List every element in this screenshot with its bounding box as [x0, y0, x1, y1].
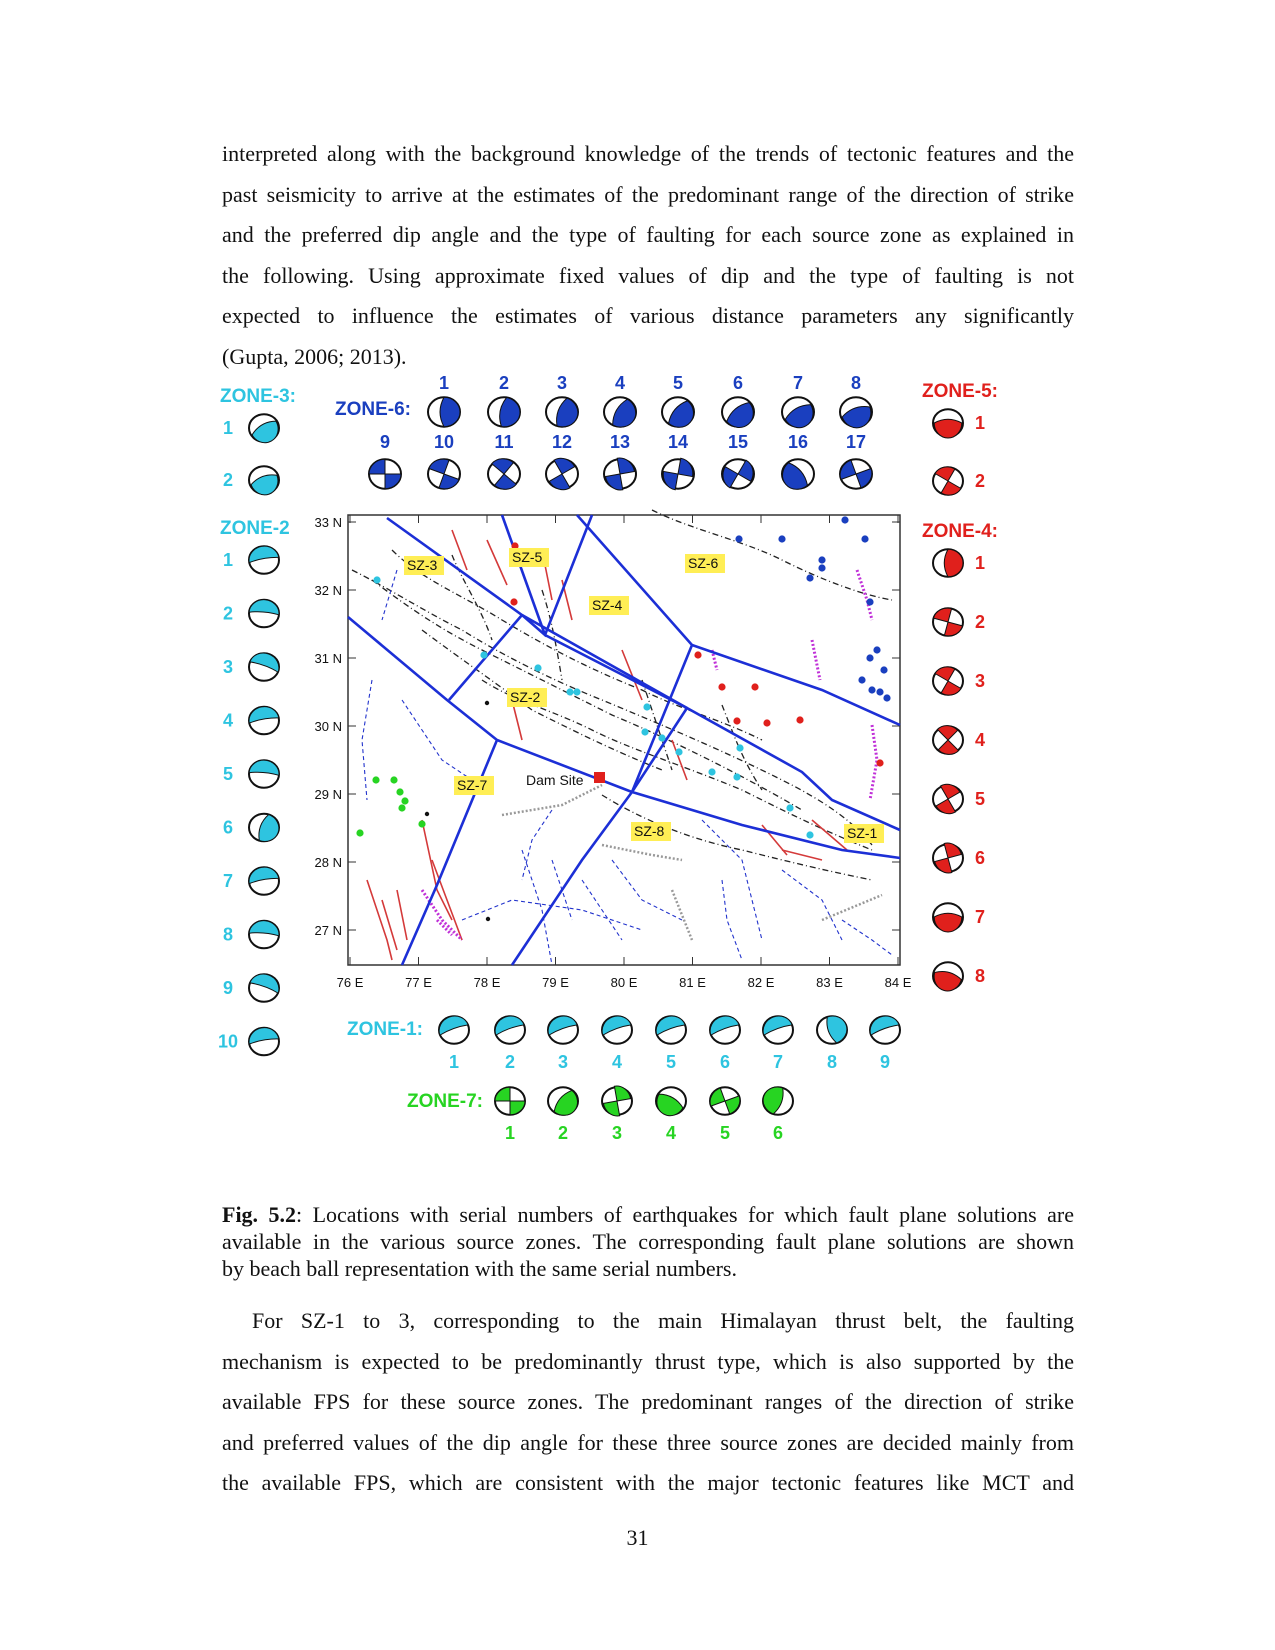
longitude-label: 83 E [816, 975, 843, 990]
earthquake-marker [866, 598, 873, 605]
paragraph-line: the available FPS, which are consistent with the major tectonic features like MCT and [222, 1470, 1074, 1495]
beach-ball-zone-6 [482, 452, 525, 495]
beach-ball-number: 4 [614, 373, 626, 393]
longitude-label: 84 E [884, 975, 912, 990]
earthquake-marker [778, 535, 785, 542]
beach-ball-zone-2 [249, 759, 280, 788]
earthquake-marker [858, 676, 865, 683]
longitude-label: 81 E [679, 975, 706, 990]
longitude-label: 76 E [336, 975, 364, 990]
earthquake-marker [675, 748, 682, 755]
beach-ball-number: 1 [974, 553, 986, 573]
paragraph-bottom [222, 1301, 1074, 1504]
beach-ball-zone-2 [249, 649, 283, 681]
beach-ball-zone-5 [928, 462, 968, 501]
caption-fig-label: Fig. 5.2 [222, 1202, 297, 1227]
beach-ball-number: 13 [609, 432, 631, 452]
beach-ball-number: 2 [222, 470, 234, 490]
beach-ball-zone-4 [929, 779, 968, 819]
dam-site-label: Dam Site [526, 772, 584, 788]
beach-ball-zone-7 [759, 1083, 793, 1115]
beach-ball-number: 7 [974, 907, 986, 927]
earthquake-marker [418, 820, 425, 827]
beach-ball-zone-1 [435, 1012, 469, 1044]
earthquake-marker [733, 717, 740, 724]
earthquake-marker [566, 688, 573, 695]
beach-ball-number: 5 [222, 764, 234, 784]
earthquake-marker [818, 564, 825, 571]
beach-ball-zone-7 [601, 1084, 633, 1118]
earthquake-marker [510, 598, 517, 605]
beach-ball-zone-1 [598, 1012, 632, 1044]
earthquake-marker [573, 688, 580, 695]
beach-ball-zone-2 [247, 1025, 279, 1055]
beach-ball-number: 4 [611, 1052, 623, 1072]
paragraph-line: and preferred values of the dip angle for these three source zones are decided mainly from [222, 1429, 1074, 1455]
longitude-label: 82 E [747, 975, 775, 990]
beach-ball-zone-6 [546, 397, 582, 432]
latitude-label: 32 N [314, 583, 342, 598]
beach-ball-zone-4 [928, 720, 969, 761]
beach-ball-zone-1 [817, 1012, 851, 1044]
beach-ball-number: 8 [974, 966, 986, 986]
beach-ball-number: 7 [222, 871, 234, 891]
beach-ball-number: 5 [665, 1052, 677, 1072]
beach-ball-number: 3 [557, 1052, 569, 1072]
source-zone-label: SZ-5 [512, 549, 543, 565]
beach-ball-zone-1 [706, 1012, 740, 1044]
earthquake-marker [806, 831, 813, 838]
beach-ball-number: 4 [665, 1123, 677, 1143]
earthquake-marker [718, 683, 725, 690]
paragraph-line: For SZ-1 to 3, corresponding to the main Himalayan thrust belt, the faulting [252, 1308, 1074, 1333]
beach-ball-number: 3 [974, 671, 986, 691]
beach-ball-number: 12 [551, 432, 573, 452]
beach-ball-number: 2 [974, 471, 986, 491]
beach-ball-number: 4 [974, 730, 986, 750]
beach-ball-number: 9 [222, 978, 234, 998]
earthquake-marker [751, 683, 758, 690]
latitude-label: 30 N [314, 719, 342, 734]
earthquake-marker [876, 688, 883, 695]
earthquake-marker [708, 768, 715, 775]
earthquake-marker [861, 535, 868, 542]
beach-ball-zone-6 [603, 456, 638, 493]
latitude-label: 33 N [314, 515, 342, 530]
beach-ball-number: 8 [222, 924, 234, 945]
earthquake-marker [425, 812, 429, 816]
beach-ball-number: 1 [222, 550, 234, 570]
beach-ball-zone-6 [488, 397, 522, 429]
earthquake-marker [401, 797, 408, 804]
beach-ball-zone-1 [491, 1012, 525, 1044]
caption-line: : Locations with serial numbers of earthquakes for which fault plane solutions are [296, 1202, 1074, 1227]
earthquake-marker [643, 703, 650, 710]
beach-ball-zone-6 [840, 397, 875, 432]
beach-ball-number: 16 [787, 432, 809, 452]
earthquake-marker [534, 664, 541, 671]
beach-ball-zone-1 [652, 1012, 686, 1044]
beach-ball-zone-6 [717, 453, 758, 495]
beach-ball-zone-4 [931, 962, 963, 994]
beach-ball-zone-6 [782, 397, 819, 433]
beach-ball-zone-6 [661, 456, 696, 493]
beach-ball-number: 1 [448, 1052, 460, 1072]
earthquake-marker [396, 788, 403, 795]
paragraph-line: the following. Using approximate fixed values of dip and the type of faulting is not [222, 262, 1074, 288]
beach-ball-number: 1 [222, 418, 234, 438]
paragraph-line: (Gupta, 2006; 2013). [222, 343, 407, 369]
earthquake-marker [641, 728, 648, 735]
beach-ball-number: 2 [498, 373, 510, 393]
earthquake-marker [880, 666, 887, 673]
latitude-label: 28 N [314, 855, 342, 870]
beach-ball-zone-6 [604, 397, 641, 432]
beach-ball-zone-4 [930, 605, 966, 639]
beach-ball-number: 7 [772, 1052, 784, 1072]
beach-ball-zone-2 [247, 865, 279, 895]
beach-ball-number: 11 [494, 432, 514, 452]
earthquake-marker [818, 556, 825, 563]
beach-ball-number: 3 [556, 373, 568, 393]
beach-ball-zone-6 [424, 455, 464, 494]
longitude-label: 78 E [473, 975, 501, 990]
source-zone-label: SZ-6 [688, 555, 719, 571]
beach-ball-number: 5 [672, 373, 684, 393]
earthquake-marker [841, 516, 848, 523]
earthquake-marker [733, 773, 740, 780]
beach-ball-number: 8 [826, 1052, 838, 1072]
beach-ball-zone-4 [928, 662, 968, 701]
beach-ball-number: 8 [850, 373, 862, 393]
paragraph-line: past seismicity to arrive at the estimates of the predominant range of the direction of strike [222, 181, 1074, 207]
earthquake-marker [873, 646, 880, 653]
caption-line: available in the various source zones. The corresponding fault plane solutions are shown [222, 1229, 1074, 1254]
beach-ball-number: 17 [845, 432, 867, 452]
beach-ball-zone-4 [933, 549, 963, 577]
beach-ball-number: 3 [611, 1123, 623, 1143]
earthquake-marker [485, 701, 489, 705]
zone-6-title: ZONE-6: [335, 399, 411, 420]
paragraph-line: and the preferred dip angle and the type of faulting for each source zone as explained in [222, 222, 1074, 247]
earthquake-marker [876, 759, 883, 766]
paragraph-top [222, 134, 1074, 377]
zone-3-title: ZONE-3: [220, 386, 296, 407]
earthquake-marker [806, 574, 813, 581]
beach-ball-number: 6 [974, 848, 986, 868]
earthquake-marker [883, 694, 890, 701]
beach-ball-zone-7 [706, 1083, 744, 1119]
beach-ball-number: 10 [433, 432, 455, 452]
beach-ball-number: 6 [719, 1052, 731, 1072]
beach-ball-zone-7 [652, 1087, 686, 1121]
zone-2-title: ZONE-2 [220, 518, 290, 539]
latitude-label: 31 N [314, 651, 342, 666]
beach-ball-zone-1 [759, 1012, 793, 1044]
earthquake-marker [694, 651, 701, 658]
beach-ball-number: 9 [879, 1052, 891, 1072]
earthquake-marker [398, 804, 405, 811]
earthquake-marker [658, 734, 665, 741]
beach-ball-number: 1 [504, 1123, 516, 1143]
beach-ball-number: 2 [504, 1052, 516, 1072]
beach-ball-number: 5 [719, 1123, 731, 1143]
beach-ball-number: 14 [667, 432, 689, 452]
figure-fault-plane-map [217, 373, 1074, 1210]
beach-ball-number: 2 [974, 612, 986, 632]
beach-ball-number: 1 [974, 413, 986, 433]
beach-ball-number: 6 [732, 373, 744, 393]
beach-ball-number: 15 [727, 432, 749, 452]
beach-ball-zone-3 [249, 414, 283, 448]
earthquake-marker [486, 917, 490, 921]
figure-caption [222, 1201, 1074, 1282]
earthquake-marker [796, 716, 803, 723]
earthquake-marker [480, 651, 487, 658]
beach-ball-zone-6 [662, 397, 700, 433]
beach-ball-number: 5 [974, 789, 986, 809]
caption-line: by beach ball representation with the same serial numbers. [222, 1256, 737, 1281]
beach-ball-number: 1 [438, 373, 450, 393]
beach-ball-zone-6 [776, 459, 814, 495]
beach-ball-number: 4 [222, 710, 234, 731]
earthquake-marker [736, 744, 743, 751]
beach-ball-zone-1 [866, 1012, 900, 1044]
longitude-label: 79 E [542, 975, 569, 990]
beach-ball-number: 6 [772, 1123, 784, 1143]
paragraph-line: available FPS for these source zones. The predominant ranges of the direction of strike [222, 1389, 1074, 1414]
beach-ball-number: 2 [557, 1123, 569, 1143]
beach-ball-zone-6 [722, 397, 760, 433]
source-zone-label: SZ-1 [847, 825, 878, 841]
zone-7-title: ZONE-7: [407, 1091, 483, 1112]
source-zone-label: SZ-8 [634, 823, 665, 839]
earthquake-marker [866, 654, 873, 661]
beach-ball-zone-6 [541, 453, 582, 495]
beach-ball-zone-2 [249, 813, 283, 845]
beach-ball-zone-6 [369, 459, 401, 488]
paragraph-line: interpreted along with the background knowledge of the trends of tectonic features and the [222, 141, 1074, 166]
latitude-label: 29 N [314, 787, 342, 802]
earthquake-marker [372, 776, 379, 783]
beach-ball-number: 7 [792, 373, 804, 393]
beach-ball-zone-7 [548, 1087, 583, 1121]
source-zone-label: SZ-4 [592, 597, 623, 613]
earthquake-marker [356, 829, 363, 836]
zone-1-title: ZONE-1: [347, 1019, 423, 1040]
beach-ball-zone-4 [933, 903, 963, 932]
longitude-label: 80 E [610, 975, 638, 990]
beach-ball-zone-1 [544, 1012, 578, 1044]
beach-ball-number: 6 [222, 817, 234, 838]
earthquake-marker [735, 535, 742, 542]
source-zone-label: SZ-2 [510, 689, 541, 705]
beach-ball-zone-7 [495, 1087, 525, 1115]
latitude-label: 27 N [314, 923, 342, 938]
beach-ball-zone-5 [933, 409, 963, 438]
zone-5-title: ZONE-5: [922, 381, 998, 402]
beach-ball-number: 3 [222, 657, 234, 677]
beach-ball-zone-2 [247, 704, 279, 734]
beach-ball-zone-4 [931, 840, 965, 876]
source-zone-label: SZ-7 [457, 777, 488, 793]
beach-ball-number: 2 [222, 603, 234, 624]
earthquake-marker [868, 686, 875, 693]
beach-ball-number: 9 [379, 432, 391, 452]
earthquake-marker [390, 776, 397, 783]
earthquake-marker [373, 576, 380, 583]
earthquake-marker [786, 804, 793, 811]
earthquake-marker [763, 719, 770, 726]
beach-ball-zone-2 [249, 598, 280, 627]
beach-ball-number: 10 [217, 1031, 239, 1052]
beach-ball-zone-6 [428, 397, 460, 426]
source-zone-label: SZ-3 [407, 557, 438, 573]
beach-ball-zone-6 [836, 455, 876, 494]
beach-ball-zone-2 [247, 544, 279, 574]
paragraph-line: expected to influence the estimates of various distance parameters any significantly [222, 303, 1074, 328]
zone-4-title: ZONE-4: [922, 521, 998, 542]
beach-ball-zone-2 [249, 919, 280, 948]
page-number: 31 [626, 1525, 649, 1550]
longitude-label: 77 E [405, 975, 432, 990]
beach-ball-zone-2 [249, 970, 283, 1002]
paragraph-line: mechanism is expected to be predominantly thrust type, which is also supported by the [222, 1348, 1074, 1374]
beach-ball-zone-3 [249, 466, 282, 499]
